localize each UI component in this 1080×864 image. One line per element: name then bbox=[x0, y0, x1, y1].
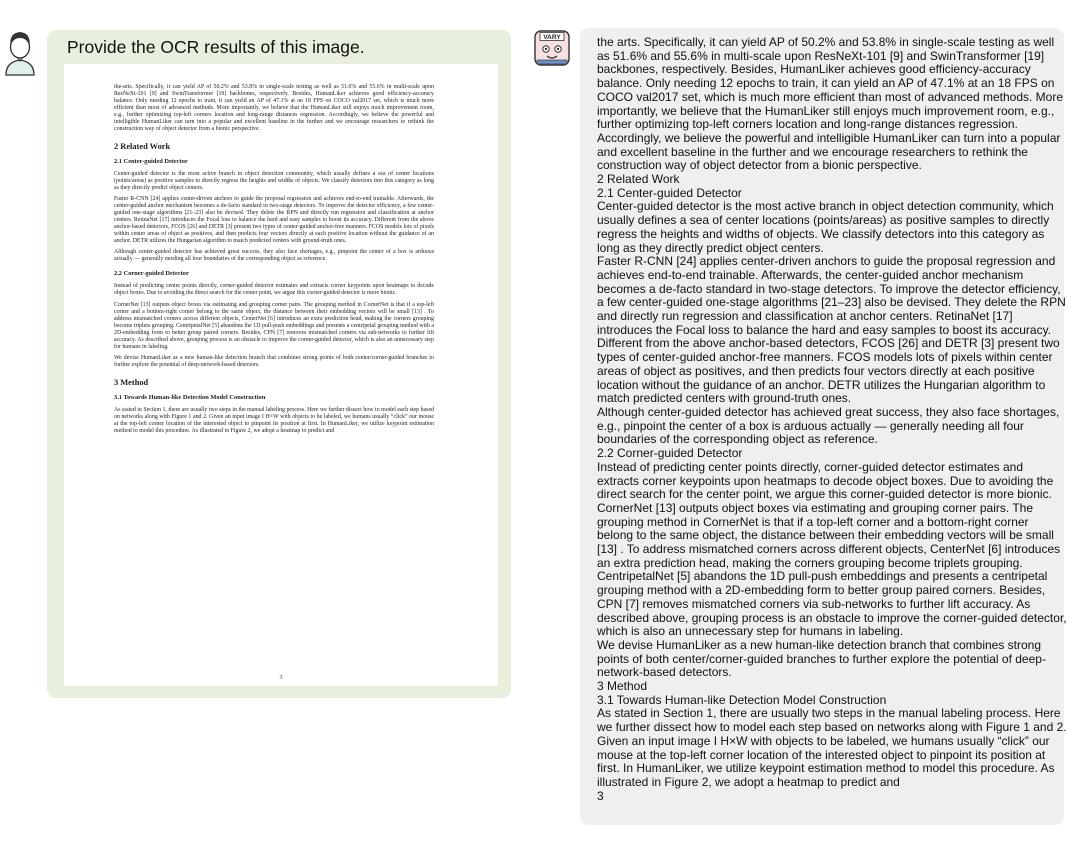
bot-text-line: and directly run regression and classification at anchor centers. RetinaNet [17] bbox=[597, 309, 1013, 324]
user-avatar-icon bbox=[3, 26, 37, 76]
bot-text-line: illustrated in Figure 2, we adopt a heatmap to predict and bbox=[597, 774, 900, 789]
bot-text-line: mouse at the top-left corner location of the interested object to pinpoint its position at bbox=[597, 747, 1046, 762]
bot-text-line: construction way of object detector from a bionic perspective. bbox=[597, 158, 922, 173]
bot-text-line: COCO val2017 set, which is much more efficient than most of advanced methods. More bbox=[597, 89, 1063, 104]
bot-text-line: network-based detectors. bbox=[597, 665, 732, 680]
bot-text-line: As stated in Section 1, there are usually two steps in the manual labeling process. Here bbox=[597, 706, 1061, 721]
document-content bbox=[114, 84, 434, 439]
bot-avatar-label: VARY bbox=[543, 34, 561, 41]
bot-text-line: e.g., pinpoint the center of a box is arduous actually — generally needing all four bbox=[597, 418, 1024, 433]
document-page-number: 3 bbox=[279, 674, 283, 681]
bot-text-line: usually defines a sea of center locations (points/areas) as positive samples to directly bbox=[597, 213, 1050, 228]
bot-text-line: Center-guided detector is the most active branch in object detection community, which bbox=[597, 199, 1054, 214]
bot-text-line: regress the heights and widths of objects. We classify detectors into this category as bbox=[597, 226, 1045, 241]
document-heading: 2.2 Corner-guided Detector bbox=[114, 270, 189, 278]
bot-text-line: introduces the Focal loss to balance the hard and easy samples to boost its accuracy. bbox=[597, 322, 1052, 337]
bot-text-line: points of both center/corner-guided branches to further explore the potential of deep- bbox=[597, 651, 1046, 666]
bot-text-line: [13] . To address mismatched corners across different objects, CenterNet [6] introduces bbox=[597, 542, 1061, 557]
document-paragraph: CornerNet [13] outputs object boxes via estimating and grouping corner pairs. The grouping method in CornerNet is that if a top-left corner and a bottom-right corner belong to the same object, the distance between their embedding vectors will be small [13] . To address mismatched corners across different objects, CenterNet [6] introduces an extra prediction head, making the corners grouping become triplets grouping. CentripetalNet [5] abandons the 1D pull-push embeddings and presents a centripetal grouping method with a 2D-embedding form to better group paired corners. Besides, CPN [7] removes mismatched corners via sub-networks to further lift accuracy. As described above, grouping process is an obstacle to improve the corner-guided detector, which is also an unnecessary step for humans in labeling. bbox=[114, 301, 434, 350]
user-message-bubble bbox=[47, 30, 511, 698]
bot-text-line: Given an input image I H×W with objects to be labeled, we humans usually “click” our bbox=[597, 733, 1050, 748]
bot-text-line: 3 Method bbox=[597, 679, 648, 694]
bot-message-bubble bbox=[580, 28, 1067, 825]
bot-text-line: the arts. Specifically, it can yield AP of 50.2% and 53.8% in single-scale testing as well bbox=[597, 35, 1055, 49]
bot-text-line: Although center-guided detector has achieved great success, they also face shortages, bbox=[597, 404, 1060, 419]
user-prompt-text: Provide the OCR results of this image. bbox=[67, 37, 365, 57]
bot-text-line: backbones, respectively. Besides, HumanLiker achieves good efficiency-accuracy bbox=[597, 62, 1031, 77]
bot-text-line: Instead of predicting center points directly, corner-guided detector estimates and bbox=[597, 459, 1024, 474]
bot-text-line: Accordingly, we believe the powerful and intelligible HumanLiker can turn into a popular bbox=[597, 130, 1061, 145]
bot-text-line: balance. Only needing 12 epochs to train, it can yield an AP of 47.1% at an 18 FPS on bbox=[597, 76, 1055, 91]
bot-text-line: an extra prediction head, making the corners grouping become triplets grouping. bbox=[597, 555, 1023, 570]
bot-text-line: match predicted centers with ground-truth ones. bbox=[597, 391, 852, 406]
bot-text-line: 3 bbox=[597, 788, 604, 803]
bot-text-line: grouping method with a 2D-embedding form to better group paired corners. Besides, bbox=[597, 583, 1046, 598]
document-heading: 2.1 Center-guided Detector bbox=[114, 158, 188, 165]
bot-text-line: location without the guidance of an anchor. DETR utilizes the Hungarian algorithm to bbox=[597, 377, 1046, 392]
bot-text-line: and excellent baseline in the further and we encourage researchers to rethink the bbox=[597, 144, 1028, 159]
bot-text-line: boundaries of the corresponding object as reference. bbox=[597, 432, 878, 447]
document-paragraph: Although center-guided detector has achieved great success, they also face shortages, e.g., pinpoint the center of a box is arduous actually — generally needing all four boundaries of the corresponding object as reference. bbox=[114, 249, 434, 263]
document-paragraph: Center-guided detector is the most active branch in object detection community, which usually defines a sea of center locations (points/areas) as positive samples to directly regress the heights and widths of objects. We classify detectors into this category as long as they directly predict object centers. bbox=[114, 171, 434, 191]
bot-text-line: grouping method in CornerNet is that if a top-left corner and a bottom-right corner bbox=[597, 514, 1029, 529]
bot-text-line: 2.1 Center-guided Detector bbox=[597, 185, 742, 200]
bot-text-line: extracts corner keypoints upon heatmaps to decode object boxes. Due to avoiding the bbox=[597, 473, 1054, 488]
bot-text-line: which is also an unnecessary step for humans in labeling. bbox=[597, 624, 904, 639]
bot-text-line: achieves end-to-end trainable. Afterwards, the center-guided anchor mechanism bbox=[597, 267, 1024, 282]
bot-text-line: a few center-guided one-stage algorithms [21–23] also be devised. They delete the RPN bbox=[597, 295, 1066, 310]
bot-text-line: further optimizing top-left corners location and long-range distances regression. bbox=[597, 117, 1018, 132]
bot-text-line: CPN [7] removes mismatched corners via sub-networks to further lift accuracy. As bbox=[597, 596, 1031, 611]
document-paragraph: As stated in Section 1, there are usually two steps in the manual labeling process. Here we further dissect how to model each step based on networks along with Figure 1 and 2. Given an input image I H×W with objects to be labeled, we humans usually “click” our mouse at the top-left corner location of the interested object to pinpoint its position at first. In HumanLiker, we utilize keypoint estimation method to model this procedure. As illustrated in Figure 2, we adopt a heatmap to predict and bbox=[114, 406, 434, 434]
bot-text-line: first. In HumanLiker, we utilize keypoint estimation method to model this procedure. As bbox=[597, 761, 1055, 776]
bot-text-line: 2 Related Work bbox=[597, 172, 680, 187]
document-paragraph: Faster R-CNN [24] applies center-driven anchors to guide the proposal regression and achieves end-to-end trainable. Afterwards, the center-guided anchor mechanism becomes a de-facto standard in two-stage detectors. To improve the detector efficiency, a few center-guided one-stage algorithms [21–23] also be devised. They delete the RPN and directly run regression and classification at anchor centers. RetinaNet [17] introduces the Focal loss to balance the hard and easy samples to boost its accuracy. Different from the above anchor-based detectors, FCOS [26] and DETR [3] present two types of center-guided anchor-free manners. FCOS models lots of pixels within center areas of object as positives, and then predicts four vectors directly at each positive location without the guidance of an anchor. DETR utilizes the Hungarian algorithm to match predicted centers with ground-truth ones. bbox=[114, 196, 434, 245]
bot-text-line: CentripetalNet [5] abandons the 1D pull-push embeddings and presents a centripetal bbox=[597, 569, 1048, 584]
document-heading: 3.1 Towards Human-like Detection Model Construction bbox=[114, 393, 266, 401]
bot-text-line: as 51.6% and 55.6% in multi-scale upon ResNeXt-101 [9] and SwinTransformer [19] bbox=[597, 48, 1045, 63]
bot-text-line: long as they directly predict object centers. bbox=[597, 240, 824, 255]
bot-text-line: direct search for the center point, we argue this corner-guided detector is more bionic. bbox=[597, 487, 1052, 502]
document-heading: 2 Related Work bbox=[114, 142, 171, 151]
bot-text-line: belong to the same object, the distance between their embedding vectors will be small bbox=[597, 528, 1054, 543]
bot-avatar-icon bbox=[533, 29, 571, 67]
bot-text-line: Different from the above anchor-based detectors, FCOS [26] and DETR [3] present two bbox=[597, 336, 1060, 351]
document-paragraph: Instead of predicting center points directly, corner-guided detector estimates and extracts corner keypoints upon heatmaps to decode object boxes. Due to avoiding the direct search for the center point, we argue this corner-guided detector is more bionic. bbox=[114, 283, 434, 297]
bot-text-line: 2.2 Corner-guided Detector bbox=[597, 446, 743, 461]
bot-text-line: described above, grouping process is an obstacle to improve the corner-guided detector, bbox=[597, 610, 1067, 625]
bot-text-line: We devise HumanLiker as a new human-like detection branch that combines strong bbox=[597, 637, 1042, 652]
bot-text-line: CornerNet [13] outputs object boxes via estimating and grouping corner pairs. The bbox=[597, 500, 1034, 515]
bot-text-line: becomes a de-facto standard in two-stage detectors. To improve the detector efficiency, bbox=[597, 281, 1061, 296]
bot-text-line: importantly, we believe that the HumanLiker still enjoys much improvement room, e.g., bbox=[597, 103, 1055, 118]
bot-text-line: areas of object as positives, and then predicts four vectors directly at each positive bbox=[597, 363, 1035, 378]
bot-text-line: we further dissect how to model each step based on networks along with Figure 1 and 2. bbox=[597, 720, 1067, 735]
bot-text-line: types of center-guided anchor-free manners. FCOS models lots of pixels within center bbox=[597, 350, 1053, 365]
bot-text-line: Faster R-CNN [24] applies center-driven anchors to guide the proposal regression and bbox=[597, 254, 1056, 269]
document-paragraph: We devise HumanLiker as a new human-like detection branch that combines strong points of both center/corner-guided branches to further explore the potential of deep-network-based detectors. bbox=[114, 354, 434, 368]
document-paragraph: the-arts. Specifically, it can yield AP of 50.2% and 53.8% in single-scale testing as well as 51.6% and 55.6% in multi-scale upon ResNeXt-101 [9] and SwinTransformer [19] backbones, respectively. Besides, HumanLiker achieves good efficiency-accuracy balance. Only needing 12 epochs to train, it can yield an AP of 47.1% at an 18 FPS on COCO val2017 set, which is much more efficient than most of advanced methods. More importantly, we believe that the HumanLiker still enjoys much improvement room, e.g., further optimizing top-left corners location and long-range distances regression. Accordingly, we believe the powerful and intelligible HumanLiker can turn into a popular and excellent baseline in the further and we encourage researchers to rethink the construction way of object detector from a bionic perspective. bbox=[114, 84, 434, 132]
document-image bbox=[64, 64, 498, 686]
bot-text-line: 3.1 Towards Human-like Detection Model Construction bbox=[597, 692, 887, 707]
bot-ocr-text bbox=[597, 35, 1067, 803]
document-heading: 3 Method bbox=[114, 377, 149, 387]
